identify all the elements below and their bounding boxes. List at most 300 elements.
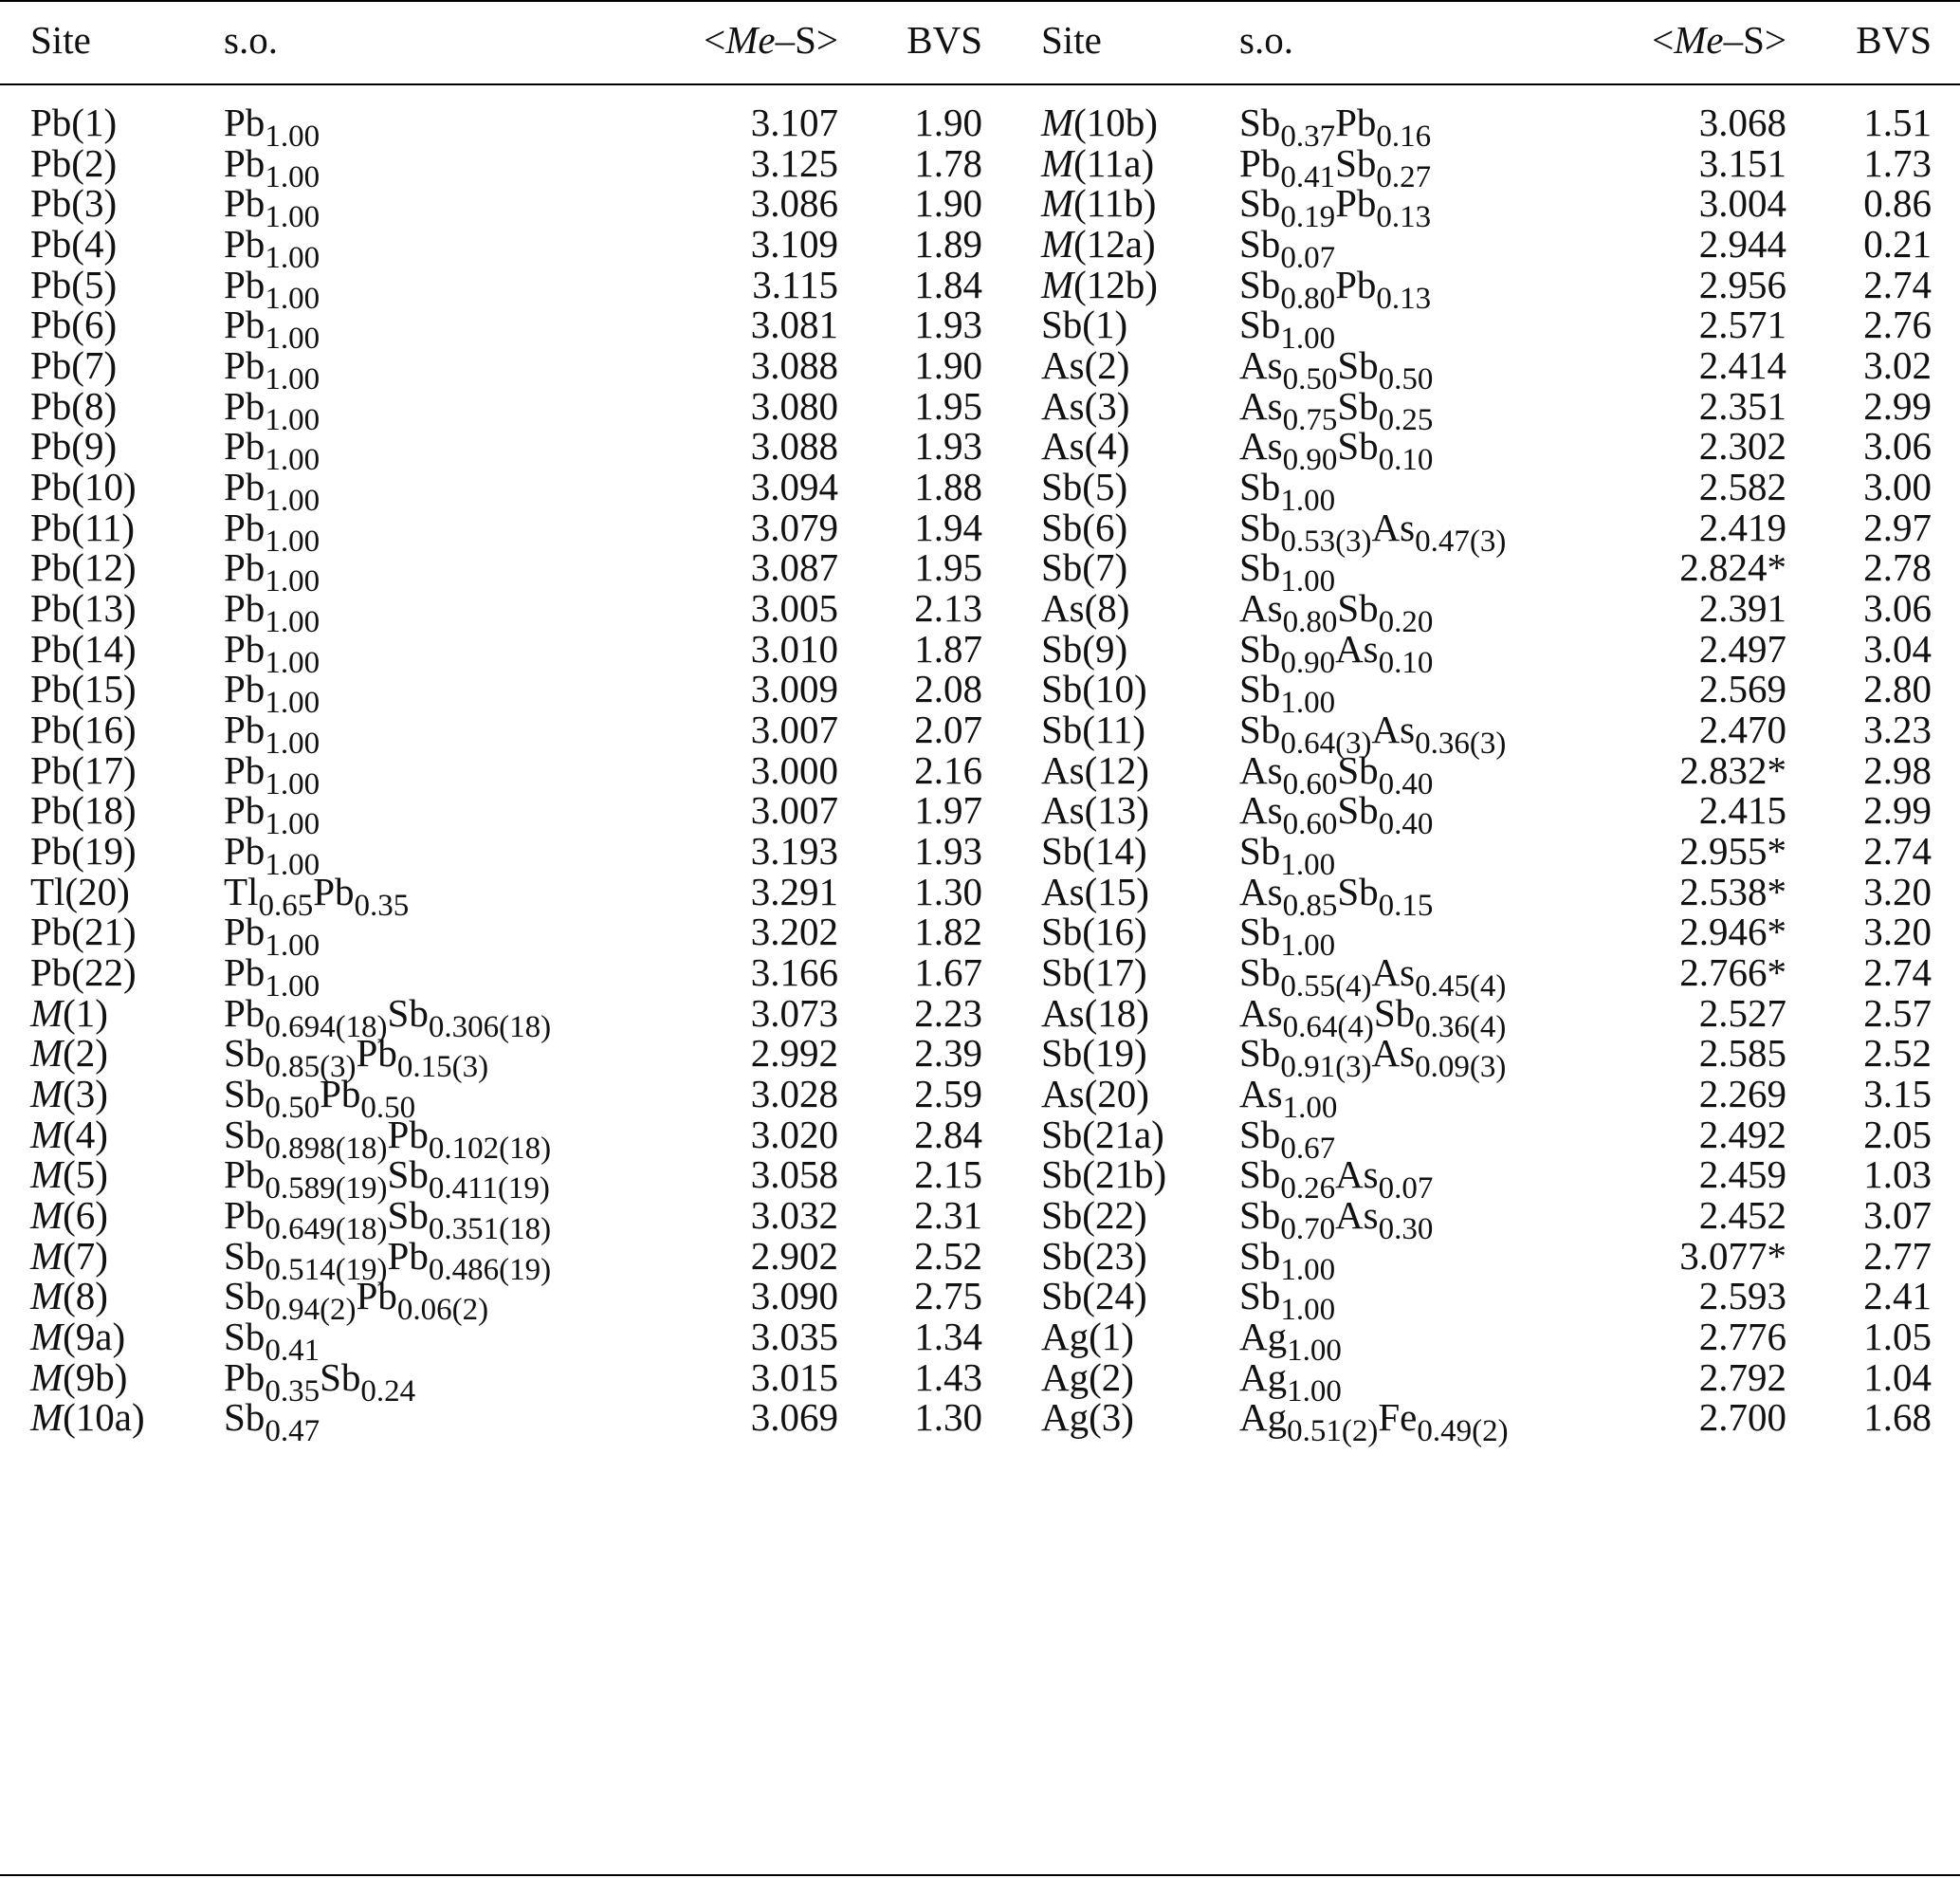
element-symbol: Sb: [1373, 990, 1416, 1035]
element-symbol: Sb: [1239, 1274, 1281, 1318]
occupancy-value: 0.50: [265, 1091, 321, 1126]
me-s-value: 2.351: [1698, 383, 1786, 428]
element-symbol: As: [1371, 505, 1416, 549]
me-s-value: 3.291: [750, 869, 838, 913]
me-s-value: 2.492: [1698, 1112, 1786, 1156]
site-text: Pb(14): [30, 626, 137, 671]
element-symbol: Sb: [320, 1354, 361, 1399]
occupancy-value: 1.00: [1287, 1373, 1342, 1408]
site-text: Pb(7): [30, 343, 118, 388]
bvs-value: 0.86: [1863, 181, 1932, 226]
header-site: Site: [30, 18, 91, 62]
me-s-value: 2.776: [1698, 1315, 1786, 1359]
me-s-value: 2.700: [1698, 1395, 1786, 1440]
header-bvs: BVS: [907, 18, 982, 62]
bvs-value: 2.31: [914, 1193, 982, 1238]
bvs-value: 2.99: [1863, 383, 1932, 428]
element-symbol: Sb: [1337, 586, 1379, 631]
occupancy-value: 0.85(3): [265, 1050, 357, 1085]
occupancy-value: 0.30: [1378, 1212, 1434, 1247]
me-s-value: 3.068: [1698, 101, 1786, 144]
element-symbol: Pb: [224, 140, 266, 185]
me-s-value: 2.992: [750, 1031, 838, 1076]
element-symbol: Sb: [1337, 869, 1379, 913]
bvs-value: 1.94: [914, 505, 982, 549]
element-symbol: Pb: [224, 586, 266, 631]
me-s-value: 2.593: [1698, 1274, 1786, 1318]
element-symbol: Sb: [1239, 1193, 1281, 1238]
occupancy-value: 0.41: [265, 1334, 321, 1369]
me-s-value: 2.944: [1698, 222, 1786, 266]
bvs-value: 2.76: [1863, 303, 1932, 347]
element-symbol: Sb: [1239, 1152, 1281, 1197]
element-symbol: Pb: [224, 383, 266, 428]
bvs-value: 3.07: [1863, 1193, 1932, 1238]
element-symbol: As: [1371, 708, 1416, 752]
occupancy-value: 0.49(2): [1417, 1414, 1509, 1449]
occupancy-value: 0.19: [1280, 200, 1336, 235]
occupancy-value: 1.00: [265, 241, 321, 275]
so-cell: [224, 1390, 321, 1449]
element-symbol: Ag: [1239, 1315, 1288, 1359]
me-s-value: 2.452: [1698, 1193, 1786, 1238]
occupancy-value: 0.50: [1378, 362, 1434, 397]
site-symbol: M: [1041, 140, 1074, 185]
bvs-value: 1.03: [1863, 1152, 1932, 1197]
element-symbol: Pb: [356, 1274, 397, 1318]
me-s-value: 3.151: [1698, 140, 1786, 185]
element-symbol: As: [1239, 788, 1283, 833]
element-symbol: Sb: [1335, 140, 1377, 185]
bvs-value: 2.75: [914, 1274, 982, 1318]
me-s-value: 3.166: [750, 950, 838, 995]
element-symbol: As: [1335, 1152, 1379, 1197]
element-symbol: Sb: [1239, 303, 1281, 347]
element-symbol: As: [1371, 1031, 1416, 1076]
bvs-value: 2.97: [1863, 505, 1932, 549]
site-label: [30, 1395, 145, 1439]
element-symbol: Sb: [1239, 667, 1281, 711]
me-s-value: 3.107: [750, 101, 838, 144]
bvs-value: 3.06: [1863, 424, 1932, 469]
occupancy-value: 0.486(19): [428, 1252, 552, 1287]
site-index: (11a): [1073, 140, 1155, 185]
bvs-value: 2.74: [1863, 262, 1932, 306]
me-s-value: 3.094: [750, 465, 838, 509]
element-symbol: As: [1371, 950, 1416, 995]
bvs-value: 3.15: [1863, 1072, 1932, 1116]
site-symbol: M: [30, 1395, 64, 1440]
bvs-value: 2.13: [914, 586, 982, 631]
site-text: Sb(16): [1041, 910, 1147, 954]
bvs-value: 1.82: [914, 910, 982, 954]
element-symbol: Sb: [1239, 262, 1281, 306]
occupancy-value: 1.00: [265, 969, 321, 1004]
me-s-value: 2.585: [1698, 1031, 1786, 1076]
me-s-value: 2.470: [1698, 708, 1786, 752]
element-symbol: Pb: [224, 465, 266, 509]
bvs-value: 2.57: [1863, 990, 1932, 1035]
site-index: (9b): [63, 1354, 128, 1399]
occupancy-value: 1.00: [1280, 848, 1336, 883]
element-symbol: Pb: [224, 788, 266, 833]
site-index: (11b): [1073, 181, 1157, 226]
element-symbol: Sb: [224, 1233, 266, 1278]
occupancy-value: 0.589(19): [265, 1171, 388, 1206]
site-text: Ag(1): [1041, 1315, 1134, 1359]
occupancy-value: 0.40: [1378, 807, 1434, 842]
bvs-value: 1.97: [914, 788, 982, 833]
element-symbol: Pb: [224, 262, 266, 306]
element-symbol: Sb: [1337, 383, 1379, 428]
site-text: As(2): [1041, 343, 1130, 388]
occupancy-value: 0.898(18): [265, 1131, 388, 1166]
bvs-value: 1.93: [914, 303, 982, 347]
bvs-value: 2.84: [914, 1112, 982, 1156]
me-s-value: 3.073: [750, 990, 838, 1035]
occupancy-value: 0.26: [1280, 1171, 1336, 1206]
site-text: Tl(20): [30, 869, 130, 913]
me-s-value: 3.058: [750, 1152, 838, 1197]
me-s-value: 2.946*: [1679, 910, 1786, 954]
element-symbol: Sb: [1239, 222, 1281, 266]
occupancy-value: 1.00: [265, 362, 321, 397]
occupancy-value: 0.41: [1280, 159, 1336, 194]
bvs-value: 2.99: [1863, 788, 1932, 833]
occupancy-value: 1.00: [265, 848, 321, 883]
me-s-value: 3.035: [750, 1315, 838, 1359]
occupancy-value: 0.37: [1280, 120, 1336, 154]
site-index: (10a): [63, 1395, 145, 1440]
occupancy-value: 1.00: [265, 402, 321, 437]
site-text: Pb(12): [30, 545, 137, 590]
me-s-value: 3.000: [750, 747, 838, 792]
me-s-value: 3.004: [1698, 181, 1786, 226]
occupancy-value: 0.27: [1376, 159, 1432, 194]
occupancy-value: 0.649(18): [265, 1212, 388, 1247]
me-s-value: 2.414: [1698, 343, 1786, 388]
site-text: Sb(10): [1041, 667, 1147, 711]
site-text: As(3): [1041, 383, 1130, 428]
occupancy-value: 0.67: [1280, 1131, 1336, 1166]
element-symbol: Pb: [1335, 181, 1377, 226]
header-me-s-open: <: [704, 18, 726, 62]
occupancy-value: 1.00: [1280, 322, 1336, 357]
me-s-value: 2.538*: [1679, 869, 1786, 913]
site-text: Pb(10): [30, 465, 137, 509]
me-s-value: 3.005: [750, 586, 838, 631]
element-symbol: Tl: [224, 869, 259, 913]
occupancy-value: 0.351(18): [428, 1212, 552, 1247]
occupancy-value: 0.47: [265, 1414, 321, 1449]
header-rule: [0, 83, 1960, 85]
site-symbol: M: [1041, 262, 1074, 306]
element-symbol: Pb: [224, 910, 266, 954]
element-symbol: Pb: [224, 545, 266, 590]
me-s-value: 2.582: [1698, 465, 1786, 509]
me-s-value: 2.419: [1698, 505, 1786, 549]
element-symbol: As: [1239, 586, 1283, 631]
occupancy-value: 0.80: [1280, 281, 1336, 316]
occupancy-value: 0.20: [1378, 605, 1434, 640]
site-text: Pb(4): [30, 222, 118, 266]
bvs-value: 2.41: [1863, 1274, 1932, 1318]
header-so: s.o.: [224, 18, 278, 62]
me-s-value: 2.792: [1698, 1354, 1786, 1399]
bvs-value: 2.08: [914, 667, 982, 711]
site-index: (7): [63, 1233, 108, 1278]
site-index: (9a): [63, 1315, 126, 1359]
header-me-s-me: Me: [1674, 18, 1724, 62]
site-index: (5): [63, 1152, 108, 1197]
me-s-value: 3.080: [750, 383, 838, 428]
occupancy-value: 0.15: [1378, 888, 1434, 923]
occupancy-formula: [1239, 1395, 1509, 1449]
element-symbol: As: [1239, 1072, 1283, 1116]
element-symbol: Sb: [224, 1395, 266, 1440]
element-symbol: Sb: [1337, 788, 1379, 833]
element-symbol: As: [1239, 990, 1283, 1035]
me-s-value: 3.020: [750, 1112, 838, 1156]
occupancy-value: 0.45(4): [1415, 969, 1507, 1004]
site-text: Pb(1): [30, 101, 118, 144]
me-s-value: 2.956: [1698, 262, 1786, 306]
occupancy-value: 0.64(3): [1280, 727, 1372, 762]
me-s-value: 3.079: [750, 505, 838, 549]
bvs-value: 2.78: [1863, 545, 1932, 590]
element-symbol: As: [1239, 424, 1283, 469]
me-s-value: 3.202: [750, 910, 838, 954]
element-symbol: Sb: [224, 1274, 266, 1318]
element-symbol: As: [1239, 343, 1283, 388]
element-symbol: Sb: [224, 1112, 266, 1156]
me-s-value: 3.010: [750, 626, 838, 671]
bvs-value: 1.93: [914, 424, 982, 469]
site-index: (3): [63, 1072, 108, 1116]
element-symbol: Sb: [1239, 181, 1281, 226]
me-s-value: 3.007: [750, 708, 838, 752]
site-text: Ag(3): [1041, 1395, 1134, 1440]
table-row: [0, 1390, 1960, 1449]
bvs-value: 2.74: [1863, 829, 1932, 874]
bvs-value: 3.20: [1863, 869, 1932, 913]
element-symbol: Sb: [1239, 708, 1281, 752]
bvs-value: 1.84: [914, 262, 982, 306]
occupancy-value: 1.00: [265, 645, 321, 680]
site-text: As(20): [1041, 1072, 1149, 1116]
element-symbol: Sb: [1239, 1233, 1281, 1278]
element-symbol: Pb: [1335, 101, 1377, 144]
site-text: Pb(16): [30, 708, 137, 752]
me-s-value: 2.766*: [1679, 950, 1786, 995]
me-s-value: 3.088: [750, 424, 838, 469]
occupancy-value: 0.06(2): [396, 1293, 489, 1328]
occupancy-value: 1.00: [265, 524, 321, 559]
element-symbol: Pb: [387, 1233, 429, 1278]
me-s-value: 3.115: [752, 262, 838, 306]
me-s-value: 2.527: [1698, 990, 1786, 1035]
me-s-value: 3.087: [750, 545, 838, 590]
occupancy-value: 0.94(2): [265, 1293, 357, 1328]
me-s-value: 3.125: [750, 140, 838, 185]
element-symbol: Pb: [224, 303, 266, 347]
bvs-value: 2.52: [1863, 1031, 1932, 1076]
occupancy-value: 0.65: [258, 888, 314, 923]
element-symbol: Sb: [387, 990, 429, 1035]
bvs-value: 1.05: [1863, 1315, 1932, 1359]
occupancy-value: 0.16: [1376, 120, 1432, 154]
me-s-value: 2.824*: [1679, 545, 1786, 590]
element-symbol: As: [1239, 747, 1283, 792]
element-symbol: Sb: [1239, 1031, 1281, 1076]
site-text: Sb(21a): [1041, 1112, 1164, 1156]
bvs-value: 1.93: [914, 829, 982, 874]
occupancy-value: 1.00: [1280, 929, 1336, 964]
bvs-value: 2.16: [914, 747, 982, 792]
me-s-value: 3.081: [750, 303, 838, 347]
element-symbol: As: [1239, 383, 1283, 428]
bvs-value: 2.23: [914, 990, 982, 1035]
site-index: (12b): [1073, 262, 1158, 306]
bvs-value: 1.78: [914, 140, 982, 185]
site-symbol: M: [30, 1315, 64, 1359]
site-text: Sb(5): [1041, 465, 1128, 509]
header-me-s-rest: –S>: [1723, 18, 1786, 62]
occupancy-value: 0.55(4): [1280, 969, 1372, 1004]
me-s-value: 3.193: [750, 829, 838, 874]
element-symbol: Sb: [1239, 1112, 1281, 1156]
occupancy-value: 0.80: [1282, 605, 1338, 640]
element-symbol: Pb: [224, 990, 266, 1035]
occupancy-value: 0.24: [360, 1373, 416, 1408]
element-symbol: Pb: [224, 747, 266, 792]
header-me-s: [607, 13, 838, 66]
occupancy-value: 1.00: [265, 281, 321, 316]
bvs-value: 2.15: [914, 1152, 982, 1197]
site-text: Pb(2): [30, 140, 118, 185]
occupancy-value: 0.07: [1378, 1171, 1434, 1206]
me-s-value: 3.088: [750, 343, 838, 388]
site-cell: [1041, 1390, 1134, 1444]
header-bvs: BVS: [1856, 18, 1932, 62]
occupancy-value: 0.411(19): [428, 1171, 550, 1206]
site-text: As(8): [1041, 586, 1130, 631]
element-symbol: Pb: [224, 343, 266, 388]
site-text: Sb(17): [1041, 950, 1147, 995]
occupancy-value: 1.00: [265, 200, 321, 235]
bvs-value: 1.34: [914, 1315, 982, 1359]
occupancy-value: 0.70: [1280, 1212, 1336, 1247]
element-symbol: Sb: [224, 1072, 266, 1116]
me-s-value: 2.391: [1698, 586, 1786, 631]
occupancy-value: 0.91(3): [1280, 1050, 1372, 1085]
element-symbol: Sb: [224, 1315, 266, 1359]
site-text: Pb(18): [30, 788, 137, 833]
occupancy-value: 1.00: [1282, 1091, 1338, 1126]
bvs-value: 2.80: [1863, 667, 1932, 711]
occupancy-value: 1.00: [1280, 564, 1336, 599]
element-symbol: Pb: [1335, 262, 1377, 306]
bvs-value: 2.52: [914, 1233, 982, 1278]
header-me-s-open: <: [1652, 18, 1675, 62]
element-symbol: Pb: [356, 1031, 397, 1076]
site-symbol: M: [1041, 101, 1074, 144]
site-text: Pb(8): [30, 383, 118, 428]
site-symbol: M: [30, 990, 64, 1035]
site-symbol: M: [1041, 181, 1074, 226]
occupancy-value: 1.00: [265, 807, 321, 842]
bvs-value: 3.02: [1863, 343, 1932, 388]
bvs-value: 1.51: [1863, 101, 1932, 144]
site-symbol: M: [1041, 222, 1074, 266]
occupancy-value: 0.10: [1378, 443, 1434, 478]
me-s-value: 2.497: [1698, 626, 1786, 671]
bvs-value: 3.00: [1863, 465, 1932, 509]
occupancy-value: 0.13: [1376, 281, 1432, 316]
site-text: Sb(9): [1041, 626, 1128, 671]
site-text: Sb(6): [1041, 505, 1128, 549]
site-text: Sb(1): [1041, 303, 1128, 347]
site-text: Sb(22): [1041, 1193, 1147, 1238]
element-symbol: Sb: [224, 1031, 266, 1076]
element-symbol: Pb: [224, 505, 266, 549]
occupancy-value: 0.51(2): [1287, 1414, 1379, 1449]
site-text: Sb(21b): [1041, 1152, 1167, 1197]
site-text: Pb(19): [30, 829, 137, 874]
site-text: Pb(6): [30, 303, 118, 347]
site-cell: [30, 1390, 145, 1444]
occupancy-value: 1.00: [265, 443, 321, 478]
element-symbol: Pb: [313, 869, 355, 913]
element-symbol: Sb: [387, 1193, 429, 1238]
element-symbol: Fe: [1378, 1395, 1418, 1440]
me-s-value: 2.415: [1698, 788, 1786, 833]
site-text: Pb(5): [30, 262, 118, 306]
site-index: (8): [63, 1274, 108, 1318]
element-symbol: Pb: [224, 1354, 266, 1399]
element-symbol: Sb: [1239, 910, 1281, 954]
occupancy-value: 0.50: [360, 1091, 416, 1126]
me-s-value: 2.269: [1698, 1072, 1786, 1116]
element-symbol: Sb: [1239, 505, 1281, 549]
header-me-s-me: Me: [725, 18, 776, 62]
element-symbol: Pb: [1239, 140, 1281, 185]
element-symbol: As: [1335, 1193, 1379, 1238]
occupancy-value: 1.00: [1280, 1252, 1336, 1287]
element-symbol: Sb: [1239, 545, 1281, 590]
me-s-value: 3.007: [750, 788, 838, 833]
site-symbol: M: [30, 1112, 64, 1156]
header-so: s.o.: [1239, 18, 1293, 62]
element-symbol: Pb: [224, 829, 266, 874]
element-symbol: Pb: [320, 1072, 361, 1116]
site-text: Pb(15): [30, 667, 137, 711]
occupancy-value: 0.40: [1378, 766, 1434, 801]
element-symbol: Sb: [1239, 829, 1281, 874]
site-index: (12a): [1073, 222, 1156, 266]
me-s-value: 2.459: [1698, 1152, 1786, 1197]
header-row: [0, 13, 1960, 66]
element-symbol: Sb: [1239, 950, 1281, 995]
me-s-value: 3.090: [750, 1274, 838, 1318]
occupancy-value: 0.306(18): [428, 1009, 552, 1044]
me-s-value: 2.302: [1698, 424, 1786, 469]
site-text: Pb(13): [30, 586, 137, 631]
bvs-value: 3.23: [1863, 708, 1932, 752]
site-symbol: M: [30, 1193, 64, 1238]
element-symbol: Pb: [224, 181, 266, 226]
element-symbol: Sb: [387, 1152, 429, 1197]
